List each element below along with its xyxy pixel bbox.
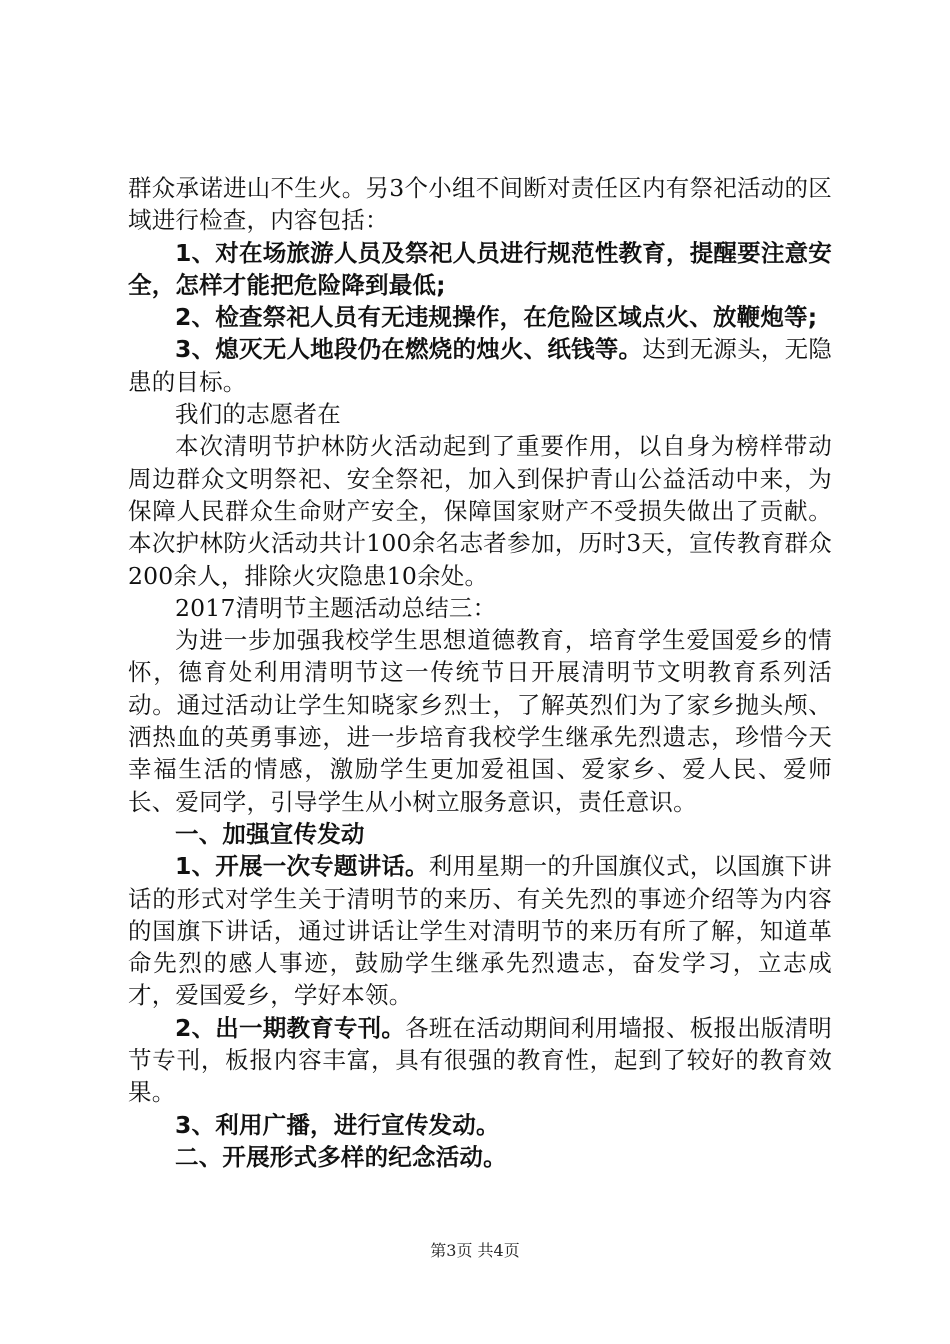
page-number: 第3页 共4页 <box>430 1241 520 1260</box>
list-item-speech <box>128 850 832 1011</box>
paragraph: 我们的志愿者在 <box>175 400 341 429</box>
paragraph: 为进一步加强我校学生思想道德教育，培育学生爱国爱乡的情怀，德育处利用清明节这一传统节日开展清明节文明教育系列活动。通过活动让学生知晓家乡烈士，了解英烈们为了家乡抛头颅、洒热血的英勇事迹，进一步培育我校学生继承先烈遗志，珍惜今天幸福生活的情感，激励学生更加爱祖国、爱家乡、爱人民、爱师长、爱同学，引导学生从小树立服务意识，责任意识。 <box>128 626 832 816</box>
list-item-body: 各班在活动期间利用墙报、板报出版清明节专刊，板报内容丰富，具有很强的教育性，起到了较好的教育效果。 <box>128 1013 832 1107</box>
list-item-body: 利用星期一的升国旗仪式，以国旗下讲话的形式对学生关于清明节的来历、有关先烈的事迹介绍等为内容的国旗下讲话，通过讲话让学生对清明节的来历有所了解，知道革命先烈的感人事迹，鼓励学生继承先烈遗志，奋发学习，立志成才，爱国爱乡，学好本领。 <box>128 852 832 1010</box>
list-item-broadcast: 3、利用广播，进行宣传发动。 <box>175 1110 500 1139</box>
list-item-lead: 2、出一期教育专刊。 <box>175 1013 406 1042</box>
list-item-safety-education: 1、对在场旅游人员及祭祀人员进行规范性教育，提醒要注意安全，怎样才能把危险降到最低; <box>128 238 832 299</box>
list-item-extinguish <box>128 333 832 398</box>
list-item-lead: 3、熄灭无人地段仍在燃烧的烛火、纸钱等。 <box>175 335 643 364</box>
section-title: 2017清明节主题活动总结三： <box>175 593 497 622</box>
list-item-inspection: 2、检查祭祀人员有无违规操作，在危险区域点火、放鞭炮等; <box>175 303 818 332</box>
paragraph: 本次清明节护林防火活动起到了重要作用，以自身为榜样带动周边群众文明祭祀、安全祭祀，加入到保护青山公益活动中来，为保障人民群众生命财产安全，保障国家财产不受损失做出了贡献。本次护林防火活动共计100余名志者参加，历时3天，宣传教育群众200余人，排除火灾隐患10余处。 <box>128 432 832 590</box>
list-item-bulletin <box>128 1012 832 1109</box>
paragraph: 群众承诺进山不生火。另3个小组不间断对责任区内有祭祀活动的区域进行检查，内容包括： <box>128 174 832 235</box>
section-heading: 二、开展形式多样的纪念活动。 <box>175 1142 507 1171</box>
document-body <box>128 172 832 1173</box>
list-item-lead: 1、开展一次专题讲话。 <box>175 852 429 881</box>
section-heading: 一、加强宣传发动 <box>175 819 365 848</box>
list-item-body: 达到无源头，无隐患的目标。 <box>128 335 832 396</box>
